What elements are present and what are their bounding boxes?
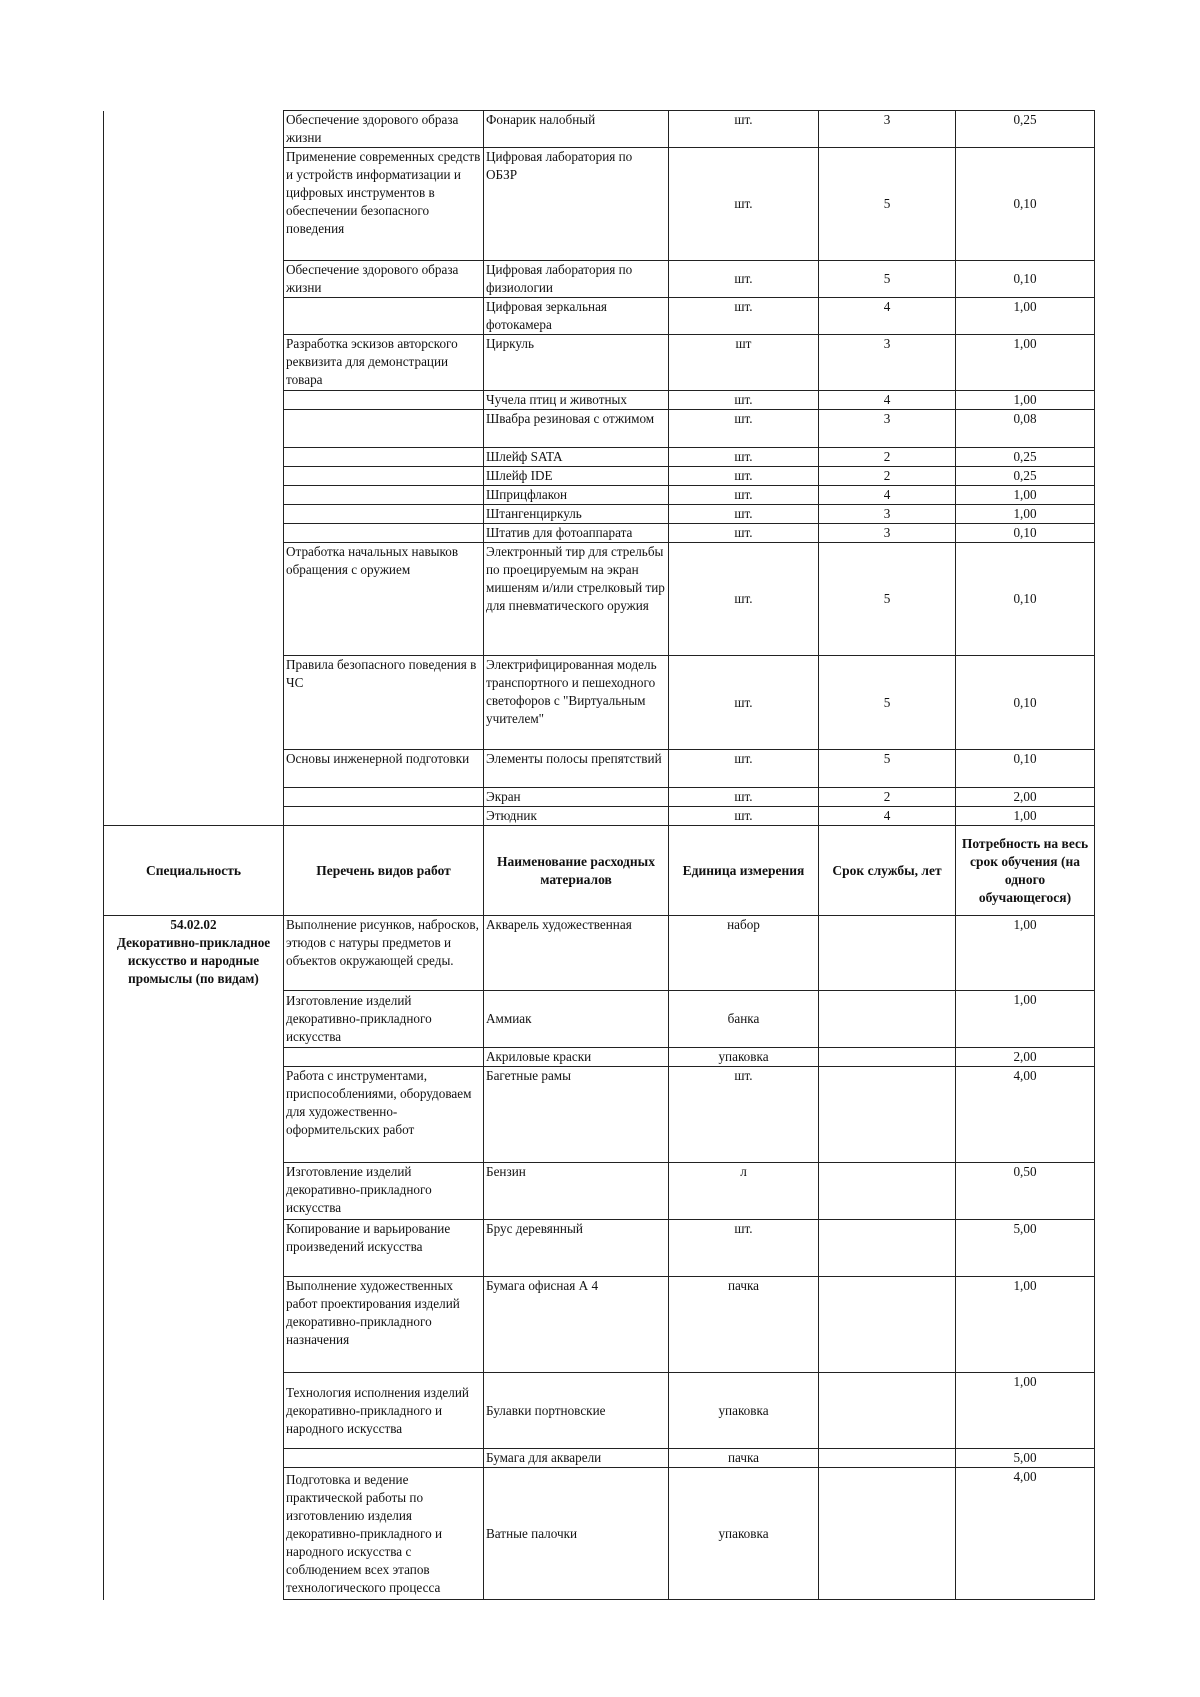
need-cell: 5,00 <box>956 1220 1095 1277</box>
header-section <box>104 826 1095 916</box>
unit-cell: шт. <box>669 261 819 298</box>
unit-cell: шт. <box>669 807 819 826</box>
life-cell <box>819 1048 956 1067</box>
material-cell: Шлейф SATA <box>484 448 669 467</box>
work-cell: Применение современных средств и устройств информатизации и цифровых инструментов в обеспечении безопасного поведения <box>284 148 484 261</box>
unit-cell: пачка <box>669 1449 819 1468</box>
need-cell: 1,00 <box>956 991 1095 1048</box>
specialty-cell <box>104 916 284 991</box>
work-cell: Обеспечение здорового образа жизни <box>284 261 484 298</box>
life-cell <box>819 991 956 1048</box>
need-cell: 1,00 <box>956 298 1095 335</box>
unit-cell: шт. <box>669 410 819 448</box>
table-row <box>104 991 1095 1048</box>
material-cell: Аммиак <box>484 991 669 1048</box>
specialty-cell <box>104 1468 284 1600</box>
specialty-cell <box>104 1373 284 1449</box>
material-cell: Бумага офисная А 4 <box>484 1277 669 1373</box>
table-row <box>104 788 1095 807</box>
work-cell: Копирование и варьирование произведений искусства <box>284 1220 484 1277</box>
life-cell <box>819 1373 956 1449</box>
material-cell: Цифровая лаборатория по физиологии <box>484 261 669 298</box>
unit-cell: шт. <box>669 486 819 505</box>
unit-cell: шт. <box>669 524 819 543</box>
need-cell: 0,25 <box>956 467 1095 486</box>
specialty-cell <box>104 148 284 261</box>
material-cell: Элементы полосы препятствий <box>484 750 669 788</box>
material-cell: Электронный тир для стрельбы по проецируемым на экран мишеням и/или стрелковый тир для пневматического оружия <box>484 543 669 656</box>
document-page <box>103 110 1095 1600</box>
need-cell: 0,25 <box>956 111 1095 148</box>
unit-cell: упаковка <box>669 1048 819 1067</box>
header-specialty: Специальность <box>104 826 284 916</box>
material-cell: Шлейф IDE <box>484 467 669 486</box>
material-cell: Чучела птиц и животных <box>484 391 669 410</box>
specialty-cell <box>104 448 284 467</box>
life-cell <box>819 1220 956 1277</box>
table-row <box>104 1163 1095 1220</box>
need-cell: 4,00 <box>956 1468 1095 1600</box>
specialty-cell <box>104 467 284 486</box>
unit-cell: шт. <box>669 148 819 261</box>
table-row <box>104 1048 1095 1067</box>
specialty-name: Декоративно-прикладное искусство и народные промыслы (по видам) <box>116 935 271 986</box>
table-row <box>104 111 1095 148</box>
material-cell: Акварель художественная <box>484 916 669 991</box>
need-cell: 5,00 <box>956 1449 1095 1468</box>
unit-cell: упаковка <box>669 1468 819 1600</box>
specialty-cell <box>104 410 284 448</box>
material-cell: Бензин <box>484 1163 669 1220</box>
specialty-cell <box>104 1163 284 1220</box>
material-cell: Экран <box>484 788 669 807</box>
table-row <box>104 524 1095 543</box>
table-row <box>104 410 1095 448</box>
unit-cell: шт. <box>669 111 819 148</box>
specialty-cell <box>104 524 284 543</box>
need-cell: 0,08 <box>956 410 1095 448</box>
need-cell: 2,00 <box>956 1048 1095 1067</box>
life-cell: 3 <box>819 111 956 148</box>
life-cell: 3 <box>819 505 956 524</box>
header-unit: Единица измерения <box>669 826 819 916</box>
life-cell: 5 <box>819 656 956 750</box>
header-row <box>104 826 1095 916</box>
need-cell: 0,50 <box>956 1163 1095 1220</box>
header-need: Потребность на весь срок обучения (на одного обучающегося) <box>956 826 1095 916</box>
unit-cell: шт. <box>669 505 819 524</box>
need-cell: 1,00 <box>956 1373 1095 1449</box>
need-cell: 1,00 <box>956 391 1095 410</box>
work-cell: Технология исполнения изделий декоративно-прикладного и народного искусства <box>284 1373 484 1449</box>
life-cell <box>819 1163 956 1220</box>
unit-cell: шт. <box>669 656 819 750</box>
unit-cell: шт. <box>669 1067 819 1163</box>
material-cell: Цифровая зеркальная фотокамера <box>484 298 669 335</box>
unit-cell: шт. <box>669 391 819 410</box>
material-cell: Акриловые краски <box>484 1048 669 1067</box>
table-row <box>104 505 1095 524</box>
life-cell: 5 <box>819 543 956 656</box>
work-cell <box>284 410 484 448</box>
material-cell: Этюдник <box>484 807 669 826</box>
unit-cell: набор <box>669 916 819 991</box>
top-section <box>104 111 1095 826</box>
life-cell: 3 <box>819 335 956 391</box>
life-cell: 4 <box>819 486 956 505</box>
table-row <box>104 543 1095 656</box>
table-row <box>104 467 1095 486</box>
material-cell: Булавки портновские <box>484 1373 669 1449</box>
specialty-cell <box>104 750 284 788</box>
table-row <box>104 1277 1095 1373</box>
need-cell: 0,10 <box>956 148 1095 261</box>
material-cell: Ватные палочки <box>484 1468 669 1600</box>
work-cell <box>284 467 484 486</box>
specialty-cell <box>104 656 284 750</box>
table-row <box>104 916 1095 991</box>
specialty-cell <box>104 1449 284 1468</box>
unit-cell: шт. <box>669 543 819 656</box>
specialty-cell <box>104 1220 284 1277</box>
need-cell: 0,10 <box>956 524 1095 543</box>
header-life: Срок службы, лет <box>819 826 956 916</box>
material-cell: Багетные рамы <box>484 1067 669 1163</box>
material-cell: Цифровая лаборатория по ОБЗР <box>484 148 669 261</box>
specialty-code: 54.02.02 <box>170 917 217 932</box>
life-cell: 5 <box>819 148 956 261</box>
work-cell <box>284 486 484 505</box>
specialty-cell <box>104 1048 284 1067</box>
life-cell: 5 <box>819 750 956 788</box>
work-cell <box>284 298 484 335</box>
work-cell: Выполнение рисунков, набросков, этюдов с натуры предметов и объектов окружающей среды. <box>284 916 484 991</box>
life-cell <box>819 916 956 991</box>
specialty-cell <box>104 111 284 148</box>
table-row <box>104 1449 1095 1468</box>
table-row <box>104 486 1095 505</box>
material-cell: Штангенциркуль <box>484 505 669 524</box>
need-cell: 0,10 <box>956 261 1095 298</box>
work-cell <box>284 391 484 410</box>
life-cell <box>819 1067 956 1163</box>
bottom-section <box>104 916 1095 1600</box>
work-cell: Разработка эскизов авторского реквизита для демонстрации товара <box>284 335 484 391</box>
unit-cell: шт. <box>669 788 819 807</box>
header-works: Перечень видов работ <box>284 826 484 916</box>
specialty-cell <box>104 391 284 410</box>
life-cell: 2 <box>819 448 956 467</box>
work-cell: Работа с инструментами, приспособлениями, оборудоваем для художественно-оформительских работ <box>284 1067 484 1163</box>
need-cell: 1,00 <box>956 486 1095 505</box>
work-cell: Изготовление изделий декоративно-прикладного искусства <box>284 991 484 1048</box>
unit-cell: упаковка <box>669 1373 819 1449</box>
table-row <box>104 298 1095 335</box>
work-cell: Выполнение художественных работ проектирования изделий декоративно-прикладного назначения <box>284 1277 484 1373</box>
materials-table <box>103 110 1095 1600</box>
need-cell: 1,00 <box>956 807 1095 826</box>
need-cell: 0,10 <box>956 543 1095 656</box>
life-cell <box>819 1468 956 1600</box>
unit-cell: шт <box>669 335 819 391</box>
work-cell: Основы инженерной подготовки <box>284 750 484 788</box>
specialty-cell <box>104 543 284 656</box>
table-row <box>104 448 1095 467</box>
life-cell <box>819 1449 956 1468</box>
specialty-cell <box>104 788 284 807</box>
specialty-cell <box>104 1277 284 1373</box>
work-cell: Изготовление изделий декоративно-прикладного искусства <box>284 1163 484 1220</box>
work-cell <box>284 524 484 543</box>
table-row <box>104 750 1095 788</box>
life-cell: 3 <box>819 524 956 543</box>
table-row <box>104 335 1095 391</box>
work-cell <box>284 788 484 807</box>
table-row <box>104 656 1095 750</box>
specialty-cell <box>104 1067 284 1163</box>
life-cell: 2 <box>819 467 956 486</box>
header-material: Наименование расходных материалов <box>484 826 669 916</box>
work-cell <box>284 1048 484 1067</box>
need-cell: 1,00 <box>956 505 1095 524</box>
unit-cell: пачка <box>669 1277 819 1373</box>
need-cell: 1,00 <box>956 1277 1095 1373</box>
life-cell: 5 <box>819 261 956 298</box>
material-cell: Бумага для акварели <box>484 1449 669 1468</box>
need-cell: 1,00 <box>956 335 1095 391</box>
work-cell: Правила безопасного поведения в ЧС <box>284 656 484 750</box>
specialty-cell <box>104 505 284 524</box>
table-row <box>104 1373 1095 1449</box>
need-cell: 0,10 <box>956 750 1095 788</box>
table-row <box>104 1220 1095 1277</box>
table-row <box>104 148 1095 261</box>
unit-cell: шт. <box>669 448 819 467</box>
need-cell: 1,00 <box>956 916 1095 991</box>
table-row <box>104 391 1095 410</box>
material-cell: Циркуль <box>484 335 669 391</box>
work-cell <box>284 1449 484 1468</box>
specialty-cell <box>104 298 284 335</box>
unit-cell: л <box>669 1163 819 1220</box>
specialty-cell <box>104 261 284 298</box>
life-cell: 3 <box>819 410 956 448</box>
unit-cell: шт. <box>669 298 819 335</box>
specialty-cell <box>104 486 284 505</box>
need-cell: 0,25 <box>956 448 1095 467</box>
unit-cell: шт. <box>669 467 819 486</box>
work-cell: Отработка начальных навыков обращения с оружием <box>284 543 484 656</box>
work-cell <box>284 505 484 524</box>
specialty-cell <box>104 335 284 391</box>
life-cell: 2 <box>819 788 956 807</box>
life-cell <box>819 1277 956 1373</box>
material-cell: Штатив для фотоаппарата <box>484 524 669 543</box>
material-cell: Швабра резиновая с отжимом <box>484 410 669 448</box>
unit-cell: банка <box>669 991 819 1048</box>
need-cell: 0,10 <box>956 656 1095 750</box>
work-cell <box>284 448 484 467</box>
work-cell <box>284 807 484 826</box>
material-cell: Брус деревянный <box>484 1220 669 1277</box>
life-cell: 4 <box>819 391 956 410</box>
work-cell: Обеспечение здорового образа жизни <box>284 111 484 148</box>
table-row <box>104 807 1095 826</box>
material-cell: Фонарик налобный <box>484 111 669 148</box>
need-cell: 2,00 <box>956 788 1095 807</box>
need-cell: 4,00 <box>956 1067 1095 1163</box>
life-cell: 4 <box>819 807 956 826</box>
life-cell: 4 <box>819 298 956 335</box>
unit-cell: шт. <box>669 1220 819 1277</box>
material-cell: Шприцфлакон <box>484 486 669 505</box>
table-row <box>104 261 1095 298</box>
material-cell: Электрифицированная модель транспортного и пешеходного светофоров с "Виртуальным учителем" <box>484 656 669 750</box>
specialty-cell <box>104 991 284 1048</box>
unit-cell: шт. <box>669 750 819 788</box>
table-row <box>104 1067 1095 1163</box>
specialty-cell <box>104 807 284 826</box>
table-row <box>104 1468 1095 1600</box>
work-cell: Подготовка и ведение практической работы по изготовлению изделия декоративно-прикладного и народного искусства с соблюдением всех этапов технологического процесса <box>284 1468 484 1600</box>
